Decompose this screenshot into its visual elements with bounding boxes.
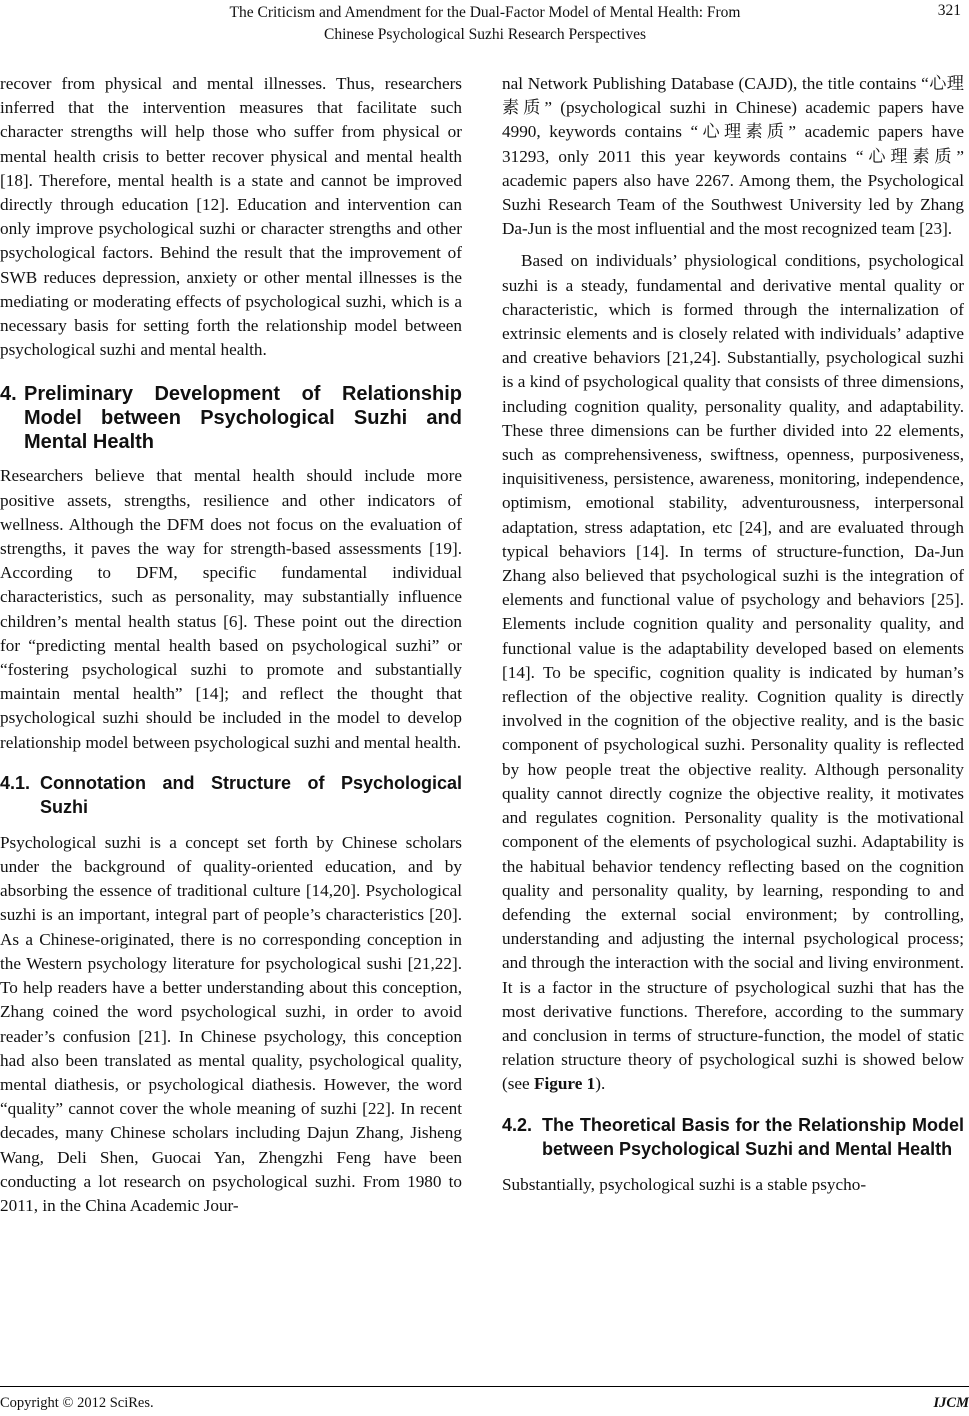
footer-divider: [0, 1386, 969, 1387]
subsection-number: 4.1.: [0, 772, 31, 793]
subsection-heading: [502, 1113, 964, 1161]
paragraph: Psychological suzhi is a concept set forth by Chinese scholars under the background of quality-oriented education, and by absorbing the essence of traditional culture [14,20]. Psychological suzhi is an important, integral part of people’s characteristics [20]. As a Chinese-originated, there is no corresponding conception in the Western psychology literature for psychological sushi [21,22]. To help readers have a better understanding about this conception, Zhang coined the word psychological suzhi, in order to avoid reader’s confusion [21]. In Chinese psychology, this conception had also been translated as mental quality, psychological quality, mental diathesis, or psychological diathesis. However, the word “quality” cannot cover the whole meaning of suzhi [22]. In recent decades, many Chinese scholars including Dajun Zhang, Jisheng Wang, Deli Shen, Guocai Yan, Zhengzhi Feng have been conducting a lot research on psychological suzhi. From 1980 to 2011, in the China Academic Jour-: [0, 832, 462, 1215]
paragraph: recover from physical and mental illnesses. Thus, researchers inferred that the intervention measures that facilitate such character strengths will help those who suffer from physical or mental health crisis to better recover physical and mental health [18]. Therefore, mental health is a state and cannot be improved directly through education [12]. Education and intervention can only improve psychological suzhi or character strengths and other psychological factors. Behind the result that the improvement of SWB reduces depression, anxiety or other mental illnesses is the mediating or moderating effects of psychological suzhi, which is a necessary basis for setting forth the relationship model between psychological suzhi and mental health.: [0, 74, 462, 360]
paragraph: Researchers believe that mental health should include more positive assets, strengths, resilience and other indicators of wellness. Although the DFM does not focus on the evaluation of strengths, it paves the way for strength-based assessments [19]. According to DFM, specific fundamental individual characteristics, such as personality, may substantially influence children’s mental health status [6]. These point out the direction for “predicting mental health based on psychological suzhi” or “fostering psychological suzhi to promote and substantially maintain mental health” [14]; and reflect the thought that psychological suzhi should be included in the model to develop relationship model between psychological suzhi and mental health.: [0, 466, 462, 752]
running-title-line1: The Criticism and Amendment for the Dual-Factor Model of Mental Health: From: [229, 4, 741, 21]
left-column: [0, 72, 462, 1218]
figure-reference-link[interactable]: Figure 1: [533, 1074, 596, 1094]
running-title: [140, 2, 830, 46]
paragraph: [502, 249, 964, 1096]
section-title: Preliminary Development of Relationship Model between Psychological Suzhi and Mental Health: [24, 383, 462, 454]
subsection-title: Connotation and Structure of Psychological Suzhi: [40, 772, 462, 817]
page-number: 321: [937, 2, 961, 19]
subsection-number: 4.2.: [502, 1114, 533, 1135]
right-column: [502, 72, 964, 1197]
running-title-line2: Chinese Psychological Suzhi Research Perspectives: [324, 26, 646, 43]
section-number: 4.: [0, 383, 17, 406]
paragraph-text: Based on individuals’ physiological conditions, psychological suzhi is a steady, fundamental and derivative mental quality or characteristic, which is formed through the internalization of extrinsic elements and is closely related with individuals’ adaptive and creative behaviors [21,24]. Substantially, psychological suzhi is a kind of psychological quality that consists of three dimensions, including cognition quality, personality quality, and adaptability. These three dimensions can be further divided into 22 elements, such as comprehensiveness, swiftness, openness, purposiveness, inquisitiveness, persistence, awareness, monitoring, independence, optimism, emotional stability, adventurousness, interpersonal adaptation, stress adaptation, etc [24], and are evaluated through typical behaviors [14]. In terms of structure-function, Da-Jun Zhang also believed that psychological suzhi is the integration of elements and functional value of psychology and behaviors [25]. Elements include cognition quality and personality quality, and functional value is the adaptability developed based on elements [14]. To be specific, cognition quality is indicated by human’s reflection of the objective reality. Cognition quality is directly involved in the cognition of the objective reality, and is the basic component of psychological suzhi. Personality quality is reflected by how people treat the objective reality. Although personality quality cannot directly cognize the objective reality, it motivates and regulates cognition. Personality quality is the motivational component of the elements of psychological suzhi. Adaptability is the habitual behavior tendency reflecting based on the cognition quality and personality quality, by learning, responding to and defending the external social environment; by controlling, understanding and adjusting the internal psychological process; and through the interaction with the social and living environment. It is a factor in the structure of psychological suzhi that has the most derivative functions. Therefore, according to the summary and conclusion in terms of structure-function, the model of static relation structure theory of psychological suzhi is showed below (see: [502, 251, 964, 1094]
paragraph: nal Network Publishing Database (CAJD), the title contains “心理素质” (psychological suzhi in Chinese) academic papers have 4990, keywords contains “心理素质” academic papers have 31293, only 2011 this year keywords contains “心理素质” academic papers also have 2267. Among them, the Psychological Suzhi Research Team of the Southwest University led by Zhang Da-Jun is the most influential and the most recognized team [23].: [502, 74, 964, 239]
page-footer: [0, 1386, 969, 1416]
page-header: [0, 0, 969, 52]
copyright-notice: Copyright © 2012 SciRes.: [0, 1395, 154, 1411]
subsection-heading: [0, 771, 462, 819]
section-heading: [0, 382, 462, 454]
paragraph-text-end: ).: [595, 1074, 606, 1094]
subsection-title: The Theoretical Basis for the Relationship Model between Psychological Suzhi and Mental Health: [542, 1114, 964, 1159]
paragraph: Substantially, psychological suzhi is a stable psycho-: [502, 1174, 867, 1194]
journal-name: IJCM: [933, 1395, 969, 1411]
